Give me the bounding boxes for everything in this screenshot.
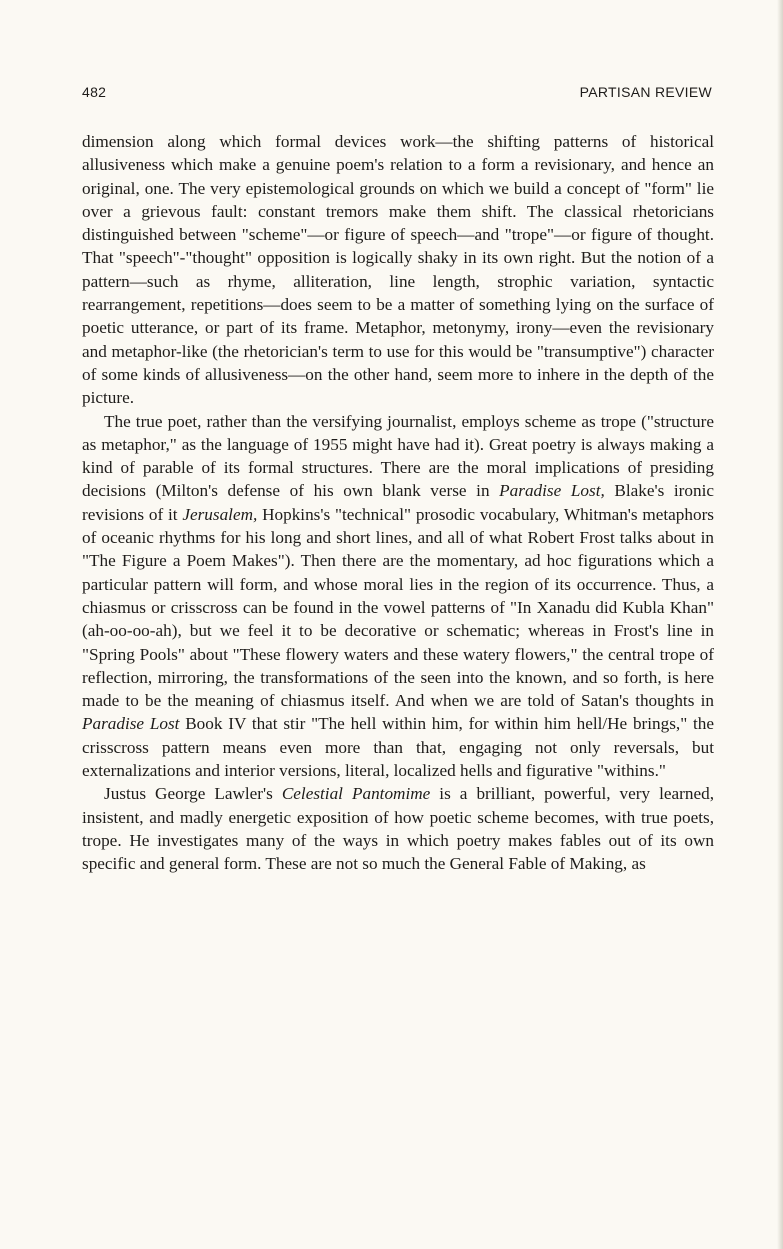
page-number: 482 [82,84,107,100]
paragraph-2-text: Blake's ironic revisions of it [82,481,714,524]
paragraph-1 [82,130,714,410]
paragraph-1-text: dimension along which formal devices work—the shifting patterns of historical allusiveness which make a genuine poem's relation to a form a revisionary, and hence an original, one. The very epistemological grounds on which we build a concept of "form" lie over a grievous fault: constant tremors make them shift. The classical rhetoricians distinguished between "scheme"—or figure of speech—and "trope"—or figure of thought. That "speech"-"thought" opposition is logically shaky in its own right. But the notion of a pattern—such as rhyme, alliteration, line length, strophic variation, syntactic rearrangement, repetitions—does seem to be a matter of something lying on the surface of poetic utterance, or part of its frame. Metaphor, metonymy, irony—even the revisionary and metaphor-like (the rhetorician's term to use for this would be "transumptive") character of some kinds of allusiveness—on the other hand, seem more to inhere in the depth of the picture. [82,132,714,408]
paragraph-2-text: Hopkins's "technical" prosodic vocabulary, Whitman's metaphors of oceanic rhythms for his long and short lines, and all of what Robert Frost talks about in "The Figure a Poem Makes"). Then there are the momentary, ad hoc figurations which a particular pattern will form, and whose moral lies in the region of its occurrence. Thus, a chiasmus or crisscross can be found in the vowel patterns of "In Xanadu did Kubla Khan" (ah-oo-oo-ah), but we feel it to be decorative or schematic; whereas in Frost's line in "Spring Pools" about "These flowery waters and these watery flowers," the central trope of reflection, mirroring, the transformations of the seen into the known, and so forth, is here made to be the meaning of chiasmus itself. And when we are told of Satan's thoughts in [82,504,714,711]
paragraph-2-text: Book IV that stir "The hell within him, for within him hell/He brings," the crisscross pattern means even more than that, engaging not only reversals, but externalizations and interior versions, literal, localized hells and figurative "withins." [82,714,714,781]
journal-title: PARTISAN REVIEW [579,84,712,100]
paragraph-3-text: is a brilliant, powerful, very learned, insistent, and madly energetic exposition of how poetic scheme becomes, with true poets, trope. He investigates many of the ways in which poetry makes fables out of its own specific and general form. These are not so much the General Fable of Making, as [82,784,714,874]
paragraph-2-text: The true poet, rather than the versifying journalist, employs scheme as trope ("structure as metaphor," as the language of 1955 might have had it). Great poetry is always making a kind of parable of its formal structures. There are the moral implications of presiding decisions (Milton's defense of his own blank verse in [82,411,714,501]
running-head [82,84,712,104]
page-edge-shadow [777,0,783,1249]
paragraph-3-text: Justus George Lawler's [104,784,282,804]
paragraph-2 [82,410,714,783]
book-title-paradise-lost: Paradise Lost, [499,481,605,501]
book-title-paradise-lost: Paradise Lost [82,714,180,734]
body-text [82,130,714,876]
paragraph-3 [82,782,714,875]
book-title-celestial-pantomime: Celestial Pantomime [281,784,431,804]
book-title-jerusalem: Jerusalem, [182,504,258,524]
